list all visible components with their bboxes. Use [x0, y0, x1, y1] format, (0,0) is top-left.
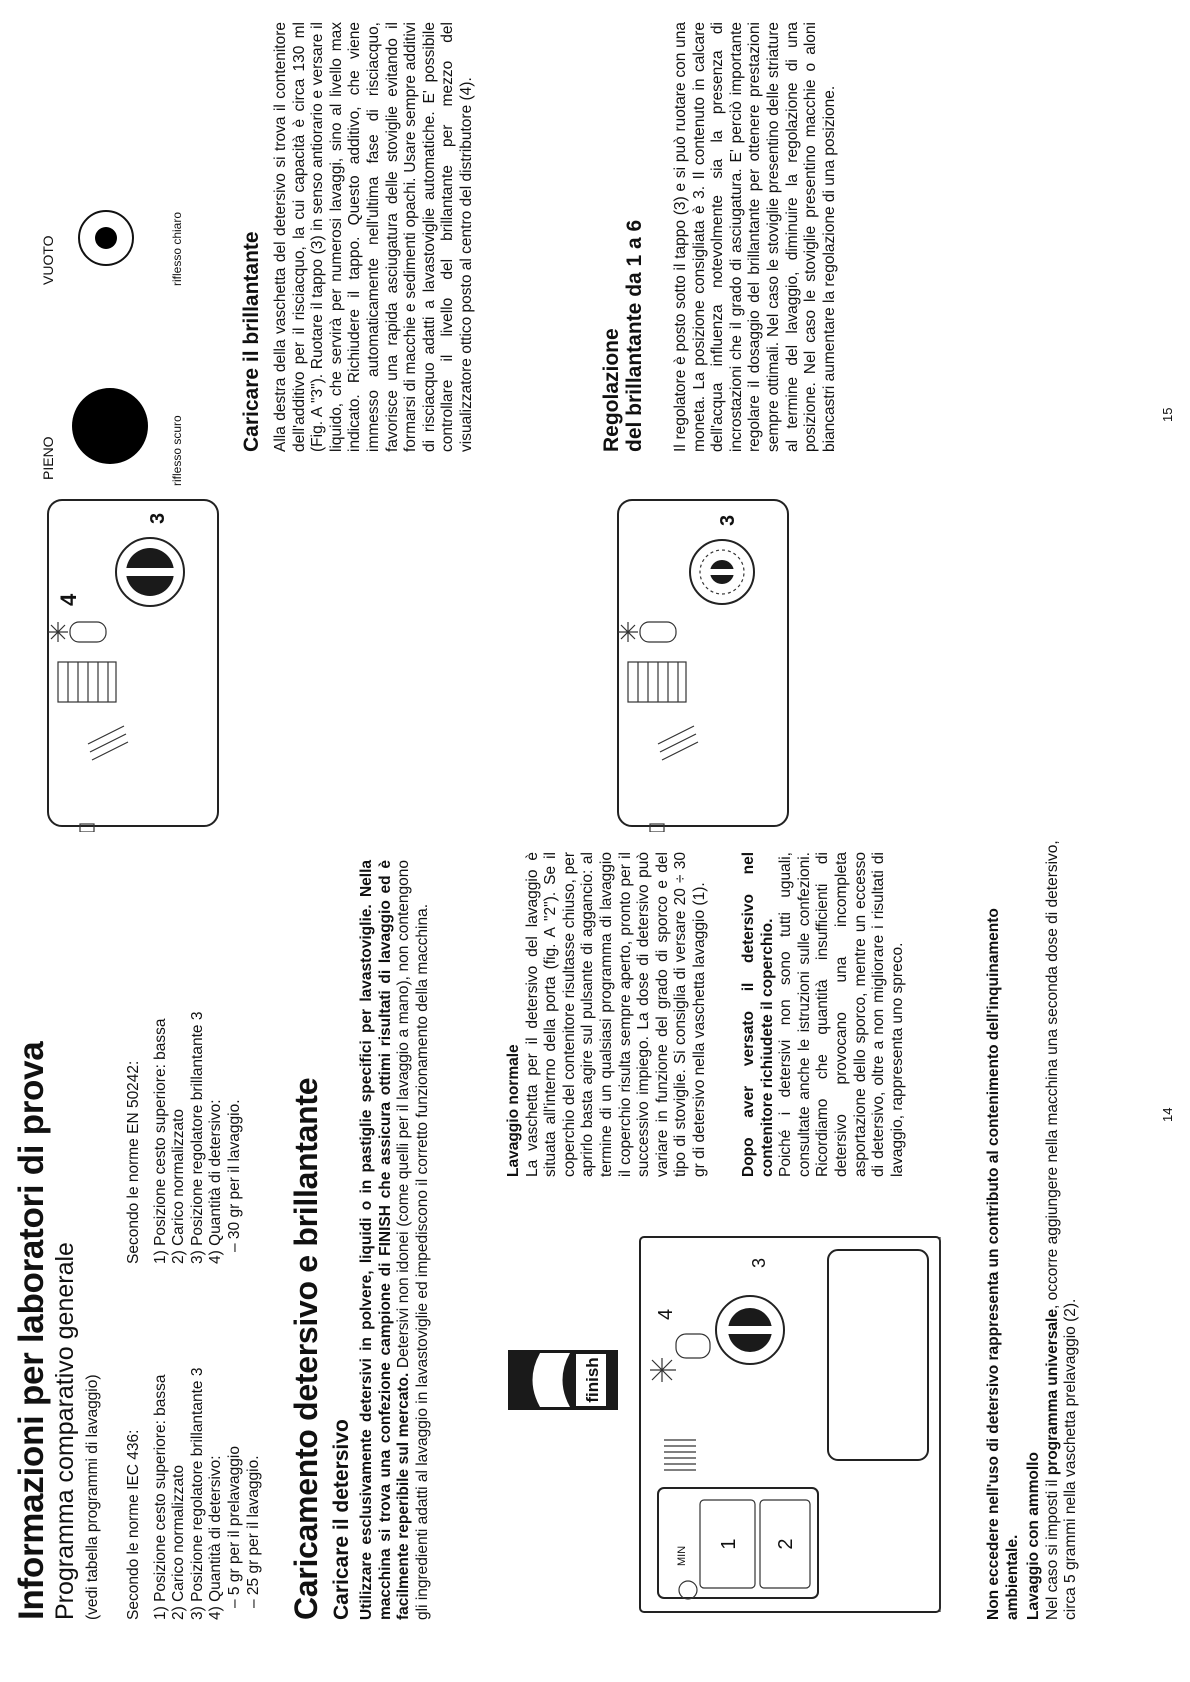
page-title: Informazioni per laboratori di prova	[12, 1041, 51, 1620]
regulation-title	[600, 22, 646, 452]
normal-wash-block	[505, 852, 710, 1177]
regulation-text: Il regolatore è posto sotto il tappo (3) e si può ruotare con una moneta. La posizione consigliata è 3. Il contenuto in calcare dell'acqua influenza notevolmente sia la presenza di incrostazioni che il grado di asciugatura. E' perciò importante regolare il dosaggio del brillantante per ottenere prestazioni sempre ottimali. Nel caso le stoviglie presentino delle striature al termine del lavaggio, diminuire la regolazione di una posizione. Nel caso le stoviglie presentino macchie o aloni biancastri aumentare la regolazione di una posizione.	[672, 22, 838, 452]
after-dosing-heading: Dopo aver versato il detersivo nel contenitore richiudete il coperchio.	[740, 852, 776, 1177]
page-14	[0, 842, 1190, 1682]
indicator-4-label: 4	[655, 1308, 677, 1320]
after-dosing-text: Poiché i detersivi non sono tutti uguali, consultate anche le istruzioni sulle confezioni. Ricordiamo che quantità insufficienti di detersivo provocano una incompleta asportazione dello sporco, mentre un eccesso di detersivo, oltre a non migliorare i risultati di lavaggio, rappresenta uno spreco.	[777, 852, 906, 1177]
empty-label: VUOTO	[40, 235, 56, 285]
iec-norm-block	[125, 1280, 263, 1620]
regulator-3-label: 3	[717, 514, 739, 526]
en-item: 3) Posizione regolatore brillantante 3	[188, 1011, 206, 1264]
indicator-4-label: 4	[56, 593, 81, 606]
presoak-text-b: , occorre aggiungere nella macchina una seconda dose di detersivo, circa 5 grammi nella vaschetta prelavaggio (2).	[1043, 840, 1080, 1620]
environment-warning: Non eccedere nell'uso di detersivo rappresenta un contributo al contenimento dell'inquinamento ambientale.	[985, 908, 1021, 1620]
regulation-title-line-2: del brillantante da 1 a 6	[623, 219, 647, 452]
compartment-1-label: 1	[718, 1538, 740, 1550]
rinse-aid-text: Alla destra della vaschetta del detersivo si trova il contenitore dell'additivo per il risciacquo, la cui capacità è circa 130 ml (Fig. A "3"). Ruotare il tappo (3) in senso antiorario e versare il liquido, che servirà per numerosi lavaggi, sino al livello max indicato. Richiudere il tappo. Questo additivo, che viene immesso automaticamente nell'ultima fase di risciacquo, favorisce una rapida asciugatura delle stoviglie evitando il formarsi di macchie e sedimenti opachi. Usare sempre additivi di risciacquo adatti a lavastoviglie automatiche. E' possibile controllare il livello del brillantante per mezzo del visualizzatore ottico posto al centro del distributore (4).	[272, 22, 475, 452]
en-heading: Secondo le norme EN 50242:	[125, 1060, 142, 1264]
cap-3-label: 3	[147, 512, 169, 524]
light-reflex-label: riflesso chiaro	[170, 211, 184, 286]
en-norm-block	[125, 924, 245, 1264]
full-indicator-icon	[72, 388, 148, 464]
rinse-aid-regulator-diagram	[610, 492, 800, 832]
presoak-block	[1025, 840, 1081, 1620]
page-number-14: 14	[1160, 1107, 1175, 1122]
iec-item: 2) Carico normalizzato	[170, 1464, 188, 1620]
compartment-2-label: 2	[775, 1538, 797, 1550]
en-item: 2) Carico normalizzato	[170, 1108, 188, 1264]
rinse-aid-title: Caricare il brillantante	[240, 231, 263, 452]
detergent-intro	[358, 860, 432, 1620]
program-note: (vedi tabella programmi di lavaggio)	[84, 1374, 101, 1620]
finish-brand-label: finish	[583, 1357, 602, 1403]
min-label: MIN	[676, 1545, 688, 1566]
section-subtitle: Caricare il detersivo	[330, 1419, 353, 1620]
iec-item: 1) Posizione cesto superiore: bassa	[151, 1374, 169, 1620]
en-item: 4) Quantità di detersivo:	[207, 1099, 225, 1264]
iec-item: – 25 gr per il lavaggio.	[244, 1455, 262, 1608]
normal-wash-text: La vaschetta per il detersivo del lavaggio è situata all'interno della porta (fig. A "2"). Se il coperchio del contenitore risultasse chiuso, per aprirlo basta agire sul pulsante di aggancio: al termine di un qualsiasi programma di lavaggio il coperchio risulta sempre aperto, pronto per il successivo impiego. La dose di detersivo può variare in funzione del grado di sporco e del tipo di stoviglie. Si consiglia di versare 20 ÷ 30 gr di detersivo nella vaschetta lavaggio (1).	[523, 852, 708, 1177]
page-15	[0, 0, 1190, 840]
iec-item: – 5 gr per il prelavaggio	[225, 1446, 243, 1608]
iec-item: 3) Posizione regolatore brillantante 3	[188, 1367, 206, 1620]
presoak-text-bold: programma universale	[1043, 1309, 1061, 1476]
empty-indicator-dot-icon	[95, 227, 117, 249]
dark-reflex-label: riflesso scuro	[170, 415, 184, 486]
regulation-title-line-1: Regolazione	[600, 328, 623, 452]
finish-box-icon	[508, 1350, 618, 1410]
presoak-text-a: Nel caso si imposti il	[1043, 1475, 1061, 1620]
page-number-15: 15	[1160, 407, 1175, 422]
normal-wash-heading: Lavaggio normale	[505, 1044, 522, 1177]
page-subtitle: Programma comparativo generale	[51, 1242, 79, 1620]
presoak-text	[1044, 840, 1081, 1620]
detergent-dispenser-diagram	[500, 1225, 970, 1620]
presoak-heading: Lavaggio con ammollo	[1025, 1452, 1042, 1620]
en-item: 1) Posizione cesto superiore: bassa	[151, 1018, 169, 1264]
full-label: PIENO	[40, 436, 56, 480]
iec-heading: Secondo le norme IEC 436:	[125, 1429, 142, 1620]
iec-item: 4) Quantità di detersivo:	[207, 1455, 225, 1620]
cap-3-label: 3	[749, 1257, 769, 1268]
after-dosing-block	[740, 852, 907, 1177]
section-title: Caricamento detersivo e brillantante	[288, 1077, 324, 1620]
en-item: – 30 gr per il lavaggio.	[225, 1099, 243, 1252]
detergent-intro-text: Detersivi non idonei (come quelli per il lavaggio a mano), non contengono gli ingredienti adatti al lavaggio in lavastoviglie ed impediscono il corretto funzionamento della macchina.	[395, 859, 431, 1620]
rinse-aid-dispenser-diagram	[40, 492, 230, 832]
detergent-intro-bold: Utilizzare esclusivamente detersivi in polvere, liquidi o in pastiglie specifici per lavastoviglie. Nella macchina si trova una confezione campione di FINISH che assicura ottimi risultati di lavaggio ed è facilmente reperibile sul mercato.	[358, 860, 413, 1620]
